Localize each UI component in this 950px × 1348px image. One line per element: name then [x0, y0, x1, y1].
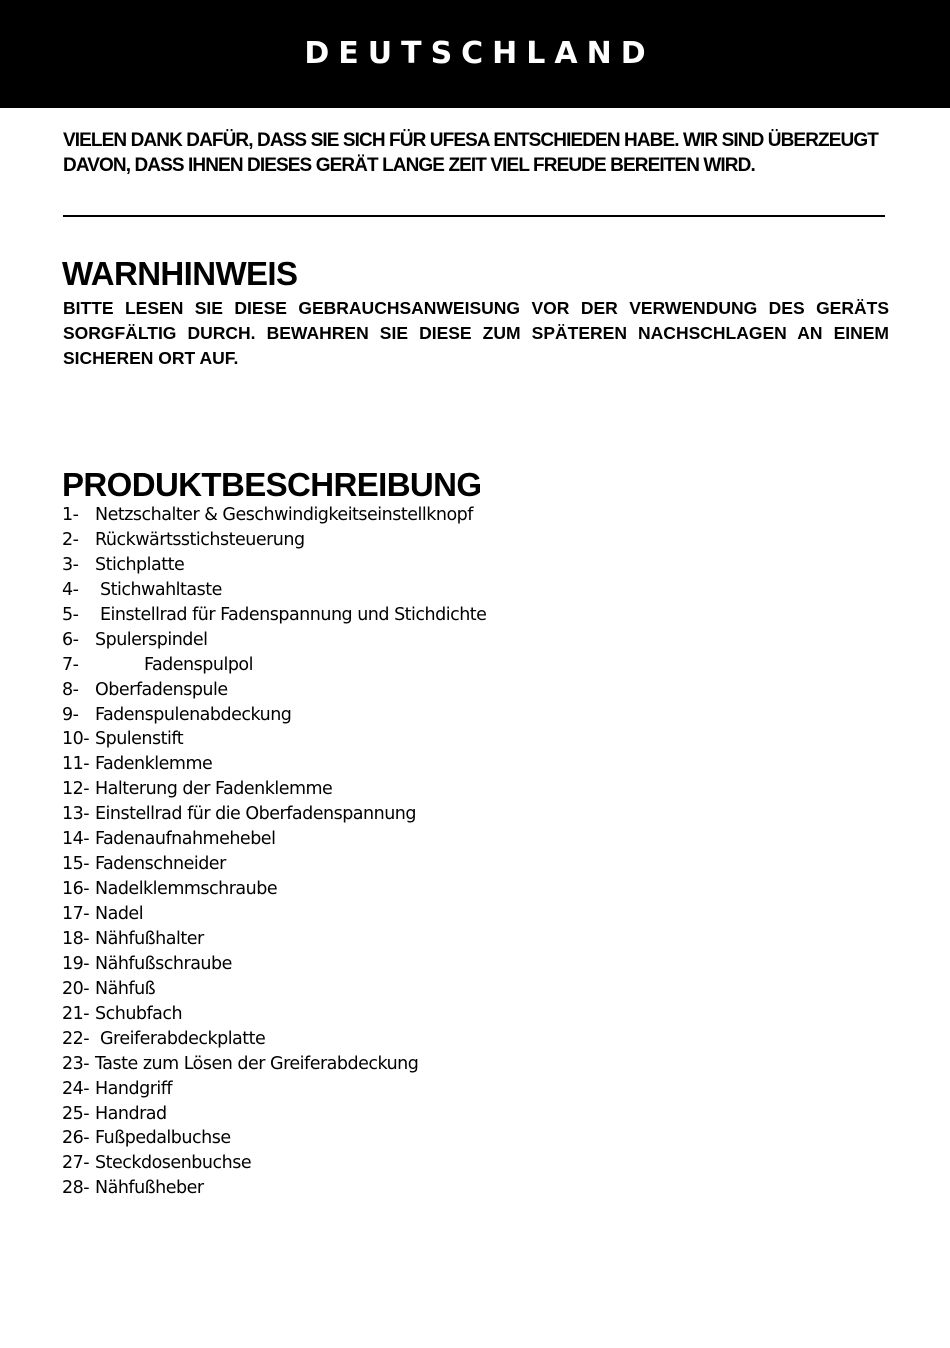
item-label: Fadenspulenabdeckung	[95, 704, 292, 725]
item-label: Nähfuß	[95, 978, 156, 999]
list-item	[62, 927, 486, 952]
list-item	[62, 603, 486, 628]
item-label: Nadelklemmschraube	[95, 879, 278, 900]
item-number: 24-	[62, 1078, 90, 1099]
item-label: Rückwärtsstichsteuerung	[95, 529, 305, 550]
item-number: 13-	[62, 804, 90, 825]
item-number: 26-	[62, 1128, 90, 1149]
list-item	[62, 802, 486, 827]
item-label: Stichwahltaste	[100, 579, 222, 600]
item-label: Fadenschneider	[95, 854, 226, 875]
list-item	[62, 1052, 486, 1077]
list-item	[62, 752, 486, 777]
item-label: Nähfußschraube	[95, 953, 232, 974]
item-label: Netzschalter & Geschwindigkeitseinstellknopf	[95, 505, 473, 525]
item-number: 1-	[62, 505, 79, 525]
page-header	[0, 0, 950, 108]
list-item	[62, 1002, 486, 1027]
list-item	[62, 827, 486, 852]
list-item	[62, 703, 486, 728]
list-item	[62, 977, 486, 1002]
item-label: Steckdosenbuchse	[95, 1153, 252, 1174]
item-label: Nadel	[95, 904, 144, 924]
item-label: Halterung der Fadenklemme	[95, 779, 333, 800]
item-label: Schubfach	[95, 1003, 183, 1024]
list-item	[62, 902, 486, 927]
item-label: Nähfußheber	[95, 1178, 204, 1199]
list-item	[62, 1151, 486, 1176]
item-number: 9-	[62, 704, 79, 725]
item-number: 20-	[62, 978, 90, 999]
list-item	[62, 727, 486, 752]
item-label: Fußpedalbuchse	[95, 1128, 231, 1149]
item-label: Taste zum Lösen der Greiferabdeckung	[95, 1053, 419, 1074]
list-item	[62, 952, 486, 977]
item-number: 12-	[62, 779, 90, 800]
item-label: Einstellrad für Fadenspannung und Stichdichte	[100, 604, 487, 625]
item-label: Greiferabdeckplatte	[100, 1028, 266, 1049]
item-number: 16-	[62, 879, 90, 900]
item-number: 4-	[62, 579, 79, 600]
item-number: 7-	[62, 654, 79, 675]
item-number: 2-	[62, 529, 79, 550]
item-number: 5-	[62, 604, 79, 625]
item-number: 15-	[62, 854, 90, 875]
item-number: 3-	[62, 554, 79, 575]
item-label: Nähfußhalter	[95, 928, 204, 949]
item-label: Handrad	[95, 1103, 167, 1124]
list-item	[62, 1126, 486, 1151]
list-item	[62, 852, 486, 877]
item-label: Spulenstift	[95, 729, 184, 750]
item-label: Fadenaufnahmehebel	[95, 829, 276, 850]
list-item	[62, 777, 486, 802]
item-label: Handgriff	[95, 1078, 173, 1099]
item-label: Stichplatte	[95, 554, 185, 575]
list-item	[62, 578, 486, 603]
list-item	[62, 503, 486, 528]
parts-list	[62, 503, 486, 1201]
item-number: 14-	[62, 829, 90, 850]
product-heading: PRODUKTBESCHREIBUNG	[62, 466, 482, 503]
list-item	[62, 628, 486, 653]
list-item	[62, 877, 486, 902]
item-label: Fadenklemme	[95, 754, 213, 775]
item-label: Spulerspindel	[95, 629, 208, 650]
item-number: 28-	[62, 1178, 90, 1199]
warning-heading: WARNHINWEIS	[62, 255, 298, 292]
item-number: 23-	[62, 1053, 90, 1074]
list-item	[62, 528, 486, 553]
item-label: Oberfadenspule	[95, 679, 228, 700]
list-item	[62, 1077, 486, 1102]
item-number: 11-	[62, 754, 90, 775]
page-title: DEUTSCHLAND	[304, 35, 655, 71]
item-number: 21-	[62, 1003, 90, 1024]
list-item	[62, 1102, 486, 1127]
item-label: Einstellrad für die Oberfadenspannung	[95, 804, 416, 825]
list-item	[62, 1176, 486, 1201]
item-number: 25-	[62, 1103, 90, 1124]
item-number: 22-	[62, 1028, 90, 1049]
item-number: 10-	[62, 729, 90, 750]
item-number: 27-	[62, 1153, 90, 1174]
list-item	[62, 678, 486, 703]
item-number: 6-	[62, 629, 79, 650]
item-number: 8-	[62, 679, 79, 700]
intro-text: VIELEN DANK DAFÜR, DASS SIE SICH FÜR UFESA ENTSCHIEDEN HABE. WIR SIND ÜBERZEUGT DAVON, DASS IHNEN DIESES GERÄT LANGE ZEIT VIEL FREUDE BEREITEN WIRD.	[63, 130, 878, 176]
list-item	[62, 553, 486, 578]
item-label: Fadenspulpol	[144, 654, 254, 675]
item-number: 19-	[62, 953, 90, 974]
list-item	[62, 1027, 486, 1052]
divider	[63, 215, 885, 217]
list-item	[62, 653, 486, 678]
warning-text: BITTE LESEN SIE DIESE GEBRAUCHSANWEISUNG VOR DER VERWENDUNG DES GERÄTS SORGFÄLTIG DURCH. BEWAHREN SIE DIESE ZUM SPÄTEREN NACHSCHLAGEN AN EINEM SICHEREN ORT AUF.	[63, 298, 889, 368]
item-number: 18-	[62, 928, 90, 949]
item-number: 17-	[62, 904, 90, 924]
